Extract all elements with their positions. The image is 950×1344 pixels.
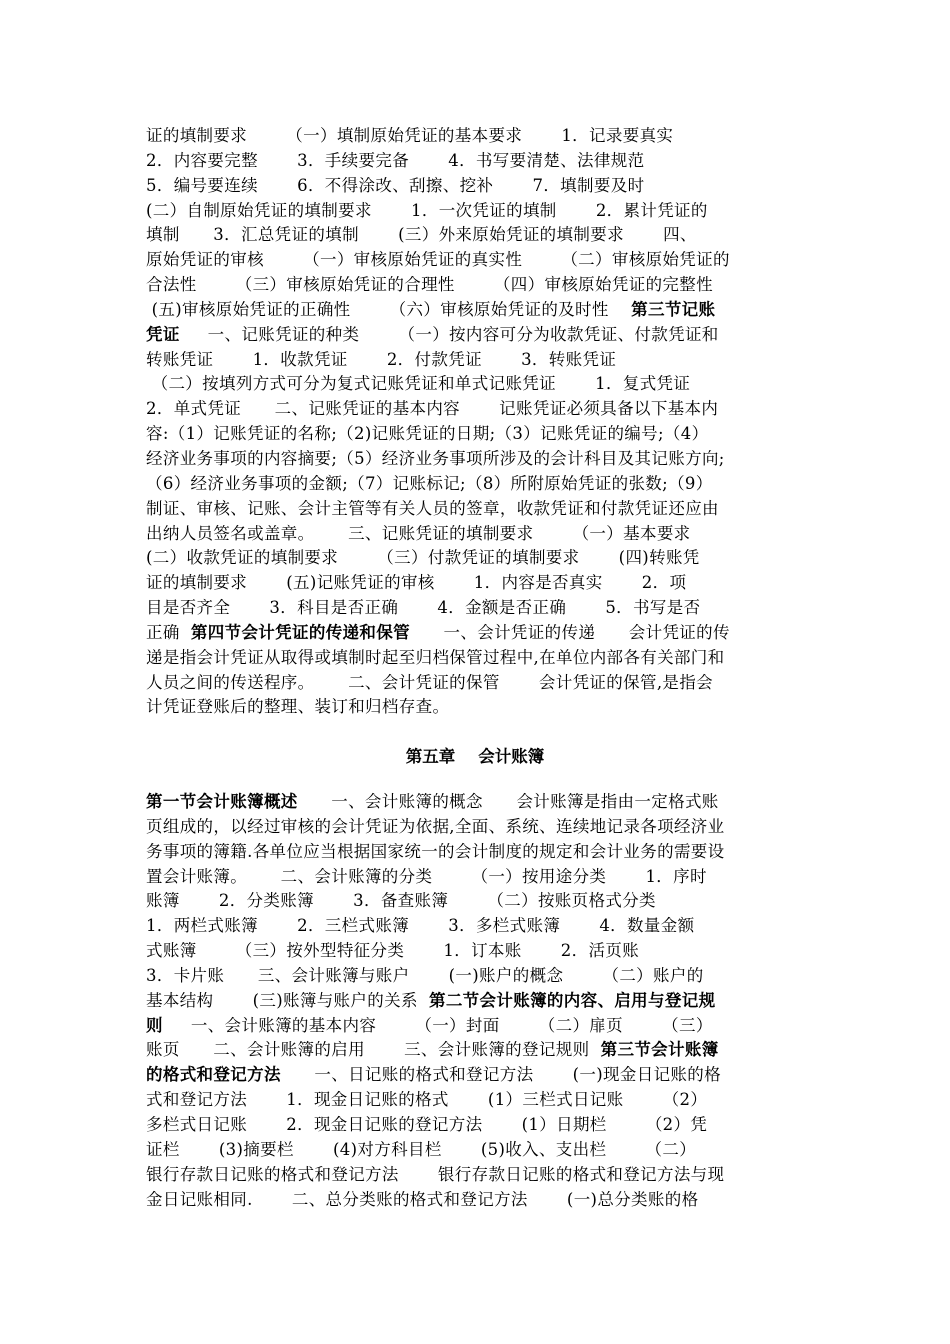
text-line [146, 596, 810, 621]
text-line [146, 522, 810, 547]
text-line [146, 571, 810, 596]
text-line [146, 124, 810, 149]
text-line [146, 348, 810, 373]
text-run: 计凭证登账后的整理、装订和归档存查。 [146, 697, 450, 717]
text-line [146, 174, 810, 199]
text-line [146, 939, 810, 964]
text-run: 基本结构 (三)账簿与账户的关系 [146, 990, 429, 1010]
text-run: 递是指会计凭证从取得或填制时起至归档保管过程中,在单位内部各有关部门和 [146, 647, 725, 667]
text-line [146, 865, 810, 890]
text-line [146, 1138, 810, 1163]
text-run: 银行存款日记账的格式和登记方法 银行存款日记账的格式和登记方法与现 [146, 1164, 725, 1184]
text-line [146, 422, 810, 447]
text-run: 出纳人员签名或盖章。 三、记账凭证的填制要求 （一）基本要求 [146, 523, 691, 543]
text-run: 证栏 (3)摘要栏 (4)对方科目栏 (5)收入、支出栏 （二） [146, 1139, 697, 1159]
text-run: 容:（1）记账凭证的名称;（2)记账凭证的日期;（3）记账凭证的编号;（4） [146, 424, 709, 444]
text-run: 一、日记账的格式和登记方法 (一)现金日记账的格 [280, 1065, 721, 1085]
text-run: (五)审核原始凭证的正确性 （六）审核原始凭证的及时性 [146, 299, 632, 319]
text-line [146, 199, 810, 224]
text-run: 合法性 （三）审核原始凭证的合理性 （四）审核原始凭证的完整性 [146, 275, 713, 295]
text-run: 置会计账簿。 二、会计账簿的分类 （一）按用途分类 1．序时 [146, 866, 707, 886]
paragraph-chapter5 [146, 790, 810, 1212]
text-run: 一、会计凭证的传递 会计凭证的传 [409, 622, 730, 642]
text-run: 证的填制要求 （一）填制原始凭证的基本要求 1．记录要真实 [146, 126, 674, 145]
text-line [146, 790, 810, 815]
text-line [146, 889, 810, 914]
text-run: 2．单式凭证 二、记账凭证的基本内容 记账凭证必须具备以下基本内 [146, 399, 719, 419]
text-run: 式账簿 （三）按外型特征分类 1．订本账 2．活页账 [146, 941, 640, 961]
text-run: 账簿 2．分类账簿 3．备查账簿 （二）按账页格式分类 [146, 891, 656, 911]
text-line [146, 472, 810, 497]
text-run: 制证、审核、记账、会计主管等有关人员的签章，收款凭证和付款凭证还应由 [146, 498, 719, 518]
text-run: 2．内容要完整 3．手续要完备 4．书写要清楚、法律规范 [146, 150, 645, 170]
chapter-title: 第五章 会计账簿 [405, 747, 545, 766]
text-run: 账页 二、会计账簿的启用 三、会计账簿的登记规则 [146, 1040, 601, 1060]
text-line [146, 1014, 810, 1039]
text-run: 证的填制要求 (五)记账凭证的审核 1．内容是否真实 2．项 [146, 573, 687, 593]
text-line [146, 646, 810, 671]
text-line [146, 1063, 810, 1088]
text-run: 5．编号要连续 6．不得涂改、刮擦、挖补 7．填制要及时 [146, 175, 645, 195]
text-run: 多栏式日记账 2．现金日记账的登记方法 (1）日期栏 （2）凭 [146, 1114, 708, 1134]
text-run: 一、会计账簿的基本内容 （一）封面 （二）扉页 （三） [162, 1015, 713, 1035]
section-heading: 第四节会计凭证的传递和保管 [190, 622, 410, 642]
text-line [146, 546, 810, 571]
text-line [146, 1188, 810, 1213]
text-run: 页组成的，以经过审核的会计凭证为依据,全面、系统、连续地记录各项经济业 [146, 816, 725, 836]
section-heading: 则 [146, 1015, 163, 1035]
text-line [146, 671, 810, 696]
text-line [146, 621, 810, 646]
text-line [146, 1113, 810, 1138]
text-line [146, 397, 810, 422]
text-run: 一、记账凭证的种类 （一）按内容可分为收款凭证、付款凭证和 [179, 324, 719, 344]
section-heading: 第一节会计账簿概述 [146, 792, 298, 811]
text-run: 1．两栏式账簿 2．三栏式账簿 3．多栏式账簿 4．数量金额 [146, 916, 695, 936]
text-line [146, 273, 810, 298]
text-line [146, 149, 810, 174]
text-run: 3．卡片账 三、会计账簿与账户 (一)账户的概念 （二）账户的 [146, 965, 704, 985]
section-heading: 第三节记账 [631, 299, 716, 319]
text-line [146, 223, 810, 248]
text-run: 务事项的簿籍.各单位应当根据国家统一的会计制度的规定和会计业务的需要设 [146, 841, 725, 861]
text-line [146, 497, 810, 522]
text-line [146, 1163, 810, 1188]
text-line [146, 248, 810, 273]
text-run: (二）自制原始凭证的填制要求 1．一次凭证的填制 2．累计凭证的 [146, 200, 708, 220]
text-line [146, 1038, 810, 1063]
text-run: 原始凭证的审核 （一）审核原始凭证的真实性 （二）审核原始凭证的 [146, 250, 730, 270]
section-heading: 第二节会计账簿的内容、启用与登记规 [428, 990, 716, 1010]
section-heading: 的格式和登记方法 [146, 1065, 281, 1085]
text-run: 人员之间的传送程序。 二、会计凭证的保管 会计凭证的保管,是指会 [146, 672, 713, 692]
text-line [146, 298, 810, 323]
text-run: （二）按填列方式可分为复式记账凭证和单式记账凭证 1．复式凭证 [146, 374, 691, 394]
text-line [146, 1088, 810, 1113]
text-run: 填制 3．汇总凭证的填制 (三）外来原始凭证的填制要求 四、 [146, 225, 697, 245]
text-line [146, 323, 810, 348]
text-run: 一、会计账簿的概念 会计账簿是指由一定格式账 [297, 792, 719, 811]
text-run: 正确 [146, 622, 191, 642]
text-run: 金日记账相同. 二、总分类账的格式和登记方法 (一)总分类账的格 [146, 1189, 699, 1209]
text-line [146, 372, 810, 397]
text-run: 式和登记方法 1．现金日记账的格式 (1）三栏式日记账 （2） [146, 1090, 708, 1110]
text-line [146, 964, 810, 989]
text-run: 经济业务事项的内容摘要;（5）经济业务事项所涉及的会计科目及其记账方向; [146, 448, 725, 468]
text-run: (二）收款凭证的填制要求 （三）付款凭证的填制要求 (四)转账凭 [146, 548, 700, 568]
text-line [146, 840, 810, 865]
text-run: 目是否齐全 3．科目是否正确 4．金额是否正确 5．书写是否 [146, 598, 701, 618]
text-run: 转账凭证 1．收款凭证 2．付款凭证 3．转账凭证 [146, 349, 617, 369]
section-heading: 第三节会计账簿 [600, 1040, 719, 1060]
text-line [146, 695, 810, 720]
text-line [146, 815, 810, 840]
text-line [146, 447, 810, 472]
text-line [146, 914, 810, 939]
text-line [146, 989, 810, 1014]
section-heading: 凭证 [146, 324, 180, 344]
paragraph-chapter4-continued [146, 124, 810, 720]
text-run: （6）经济业务事项的金额;（7）记账标记;（8）所附原始凭证的张数;（9） [146, 473, 713, 493]
